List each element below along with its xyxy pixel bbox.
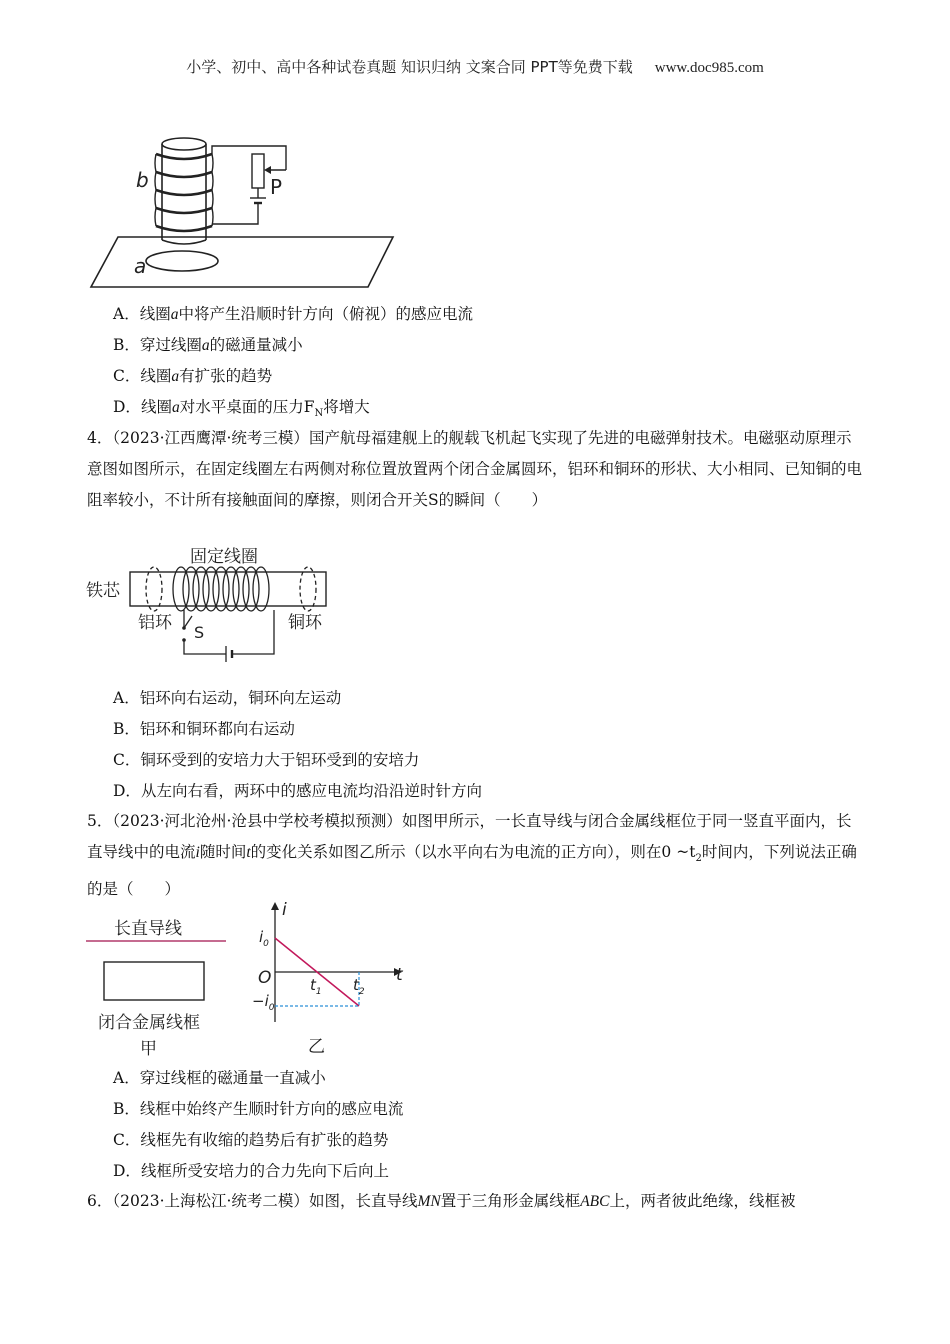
- figure-q4-coil: [86, 540, 346, 670]
- q5-option-a: A．穿过线框的磁通量一直减小: [113, 1069, 326, 1087]
- label-b: b: [136, 168, 149, 192]
- q6-number: 6．: [87, 1192, 113, 1210]
- q5-option-b: B．线框中始终产生顺时针方向的感应电流: [113, 1100, 404, 1118]
- label-cu-ring: 铜环: [288, 613, 322, 633]
- figure-q3-coil: [88, 130, 408, 290]
- q4-number: 4．: [87, 429, 113, 447]
- tick-label-t1: $t_1$: [310, 976, 322, 997]
- tick-label-neg-i0: $-i_0$: [252, 992, 275, 1013]
- q3-option-b: B．穿过线圈a的磁通量减小: [113, 336, 303, 354]
- origin-label: O: [258, 968, 272, 988]
- label-switch: S: [194, 623, 205, 642]
- caption-jia: 甲: [140, 1039, 157, 1059]
- q5-option-c: C．线框先有收缩的趋势后有扩张的趋势: [113, 1131, 389, 1149]
- q5-source: （2023·河北沧州·沧县中学校考模拟预测）: [112, 812, 402, 830]
- label-long-wire: 长直导线: [114, 919, 182, 939]
- q4-option-a: A．铝环向右运动，铜环向左运动: [113, 689, 342, 707]
- question-6: 6．（2023·上海松江·统考二模）如图，长直导线MN置于三角形金属线框ABC上，两者彼此绝缘，线框被: [87, 1192, 796, 1210]
- q6-source: （2023·上海松江·统考二模）: [112, 1192, 309, 1210]
- question-4: [87, 423, 863, 516]
- tick-label-t2: $t_2$: [353, 976, 365, 997]
- axis-label-t: t: [396, 965, 403, 985]
- q4-option-c: C．铜环受到的安培力大于铝环受到的安培力: [113, 751, 420, 769]
- question-5: 5．（2023·河北沧州·沧县中学校考模拟预测）如图甲所示，一长直导线与闭合金属线框位于同一竖直平面内，长直导线中的电流i随时间t的变化关系如图乙所示（以水平向右为电流的正方向），则在0 $\sim t_2$时间内，下列说法正确的是（ ）: [87, 812, 857, 899]
- q4-option-d: D．从左向右看，两环中的感应电流均沿沿逆时针方向: [113, 782, 482, 800]
- caption-yi: 乙: [308, 1037, 325, 1057]
- axis-label-i: i: [282, 900, 287, 920]
- tick-label-i0: $i_0$: [259, 928, 269, 949]
- q3-option-d: D．线圈a对水平桌面的压力$F_N$将增大: [113, 398, 370, 420]
- figure-q5-b-chart: [250, 900, 420, 1060]
- label-al-ring: 铝环: [138, 613, 172, 633]
- label-fixed-coil: 固定线圈: [190, 547, 258, 567]
- header-text: 小学、初中、高中各种试卷真题 知识归纳 文案合同 PPT等免费下载: [186, 58, 633, 76]
- header-url[interactable]: www.doc985.com: [654, 60, 764, 76]
- figure-q5-a: [86, 912, 236, 1062]
- q4-stem: 国产航母福建舰上的舰载飞机起飞实现了先进的电磁弹射技术。电磁驱动原理示意图如图所示，在固定线圈左右两侧对称位置放置两个闭合金属圆环，铝环和铜环的形状、大小相同、已知铜的电阻率较小，不计所有接触面间的摩擦，则闭合开关S的瞬间（ ）: [87, 429, 863, 509]
- label-a: a: [134, 254, 147, 278]
- q5-option-d: D．线框所受安培力的合力先向下后向上: [113, 1162, 389, 1180]
- q5-number: 5．: [87, 812, 113, 830]
- label-iron-core: 铁芯: [86, 581, 120, 601]
- q3-option-a: A．线圈a中将产生沿顺时针方向（俯视）的感应电流: [113, 305, 473, 323]
- q3-option-c: C．线圈a有扩张的趋势: [113, 367, 273, 385]
- label-p: P: [270, 175, 283, 199]
- page-header: [0, 56, 950, 77]
- label-closed-frame: 闭合金属线框: [98, 1013, 200, 1033]
- q4-option-b: B．铝环和铜环都向右运动: [113, 720, 295, 738]
- q4-source: （2023·江西鹰潭·统考三模）: [112, 429, 309, 447]
